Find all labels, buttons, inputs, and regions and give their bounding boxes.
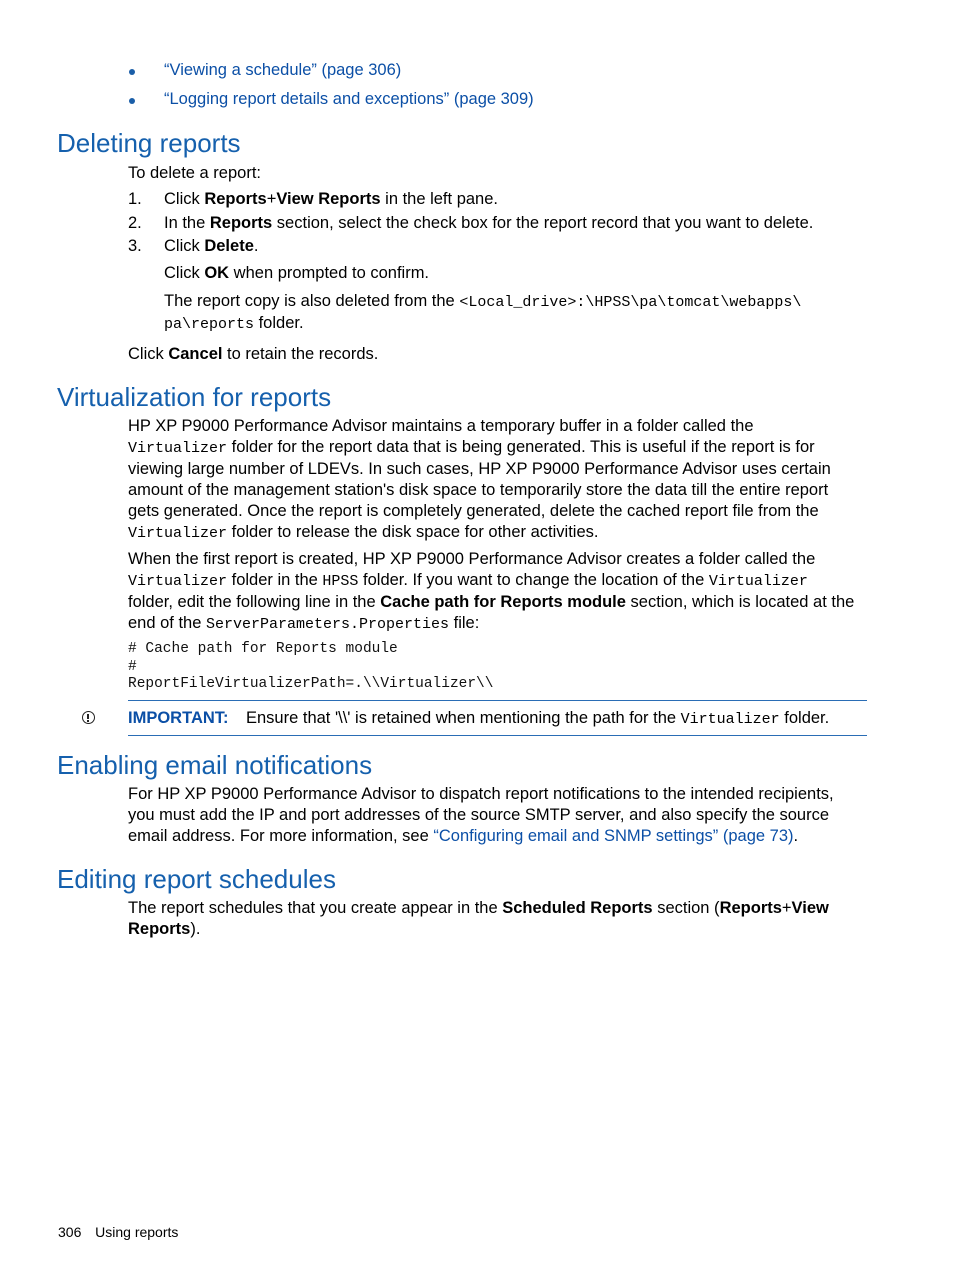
step-3-copy-note-cont: pa\reports folder.: [164, 314, 304, 333]
footer-chapter: Using reports: [95, 1224, 179, 1240]
step-3: Click Delete.: [164, 237, 259, 255]
step-number: 1.: [128, 190, 142, 208]
bullet-dot: [129, 98, 135, 104]
bullet-dot: [129, 69, 135, 75]
deleting-intro: To delete a report:: [128, 164, 261, 182]
heading-deleting-reports: Deleting reports: [57, 128, 241, 158]
code-block: # Cache path for Reports module # ReportFileVirtualizerPath=.\\Virtualizer\\: [128, 641, 494, 692]
step-number: 2.: [128, 214, 142, 232]
important-label: IMPORTANT:: [128, 709, 229, 727]
cancel-note: Click Cancel to retain the records.: [128, 345, 379, 363]
page-number: 306: [58, 1224, 82, 1240]
heading-virtualization: Virtualization for reports: [57, 382, 332, 412]
important-text: Ensure that '\\' is retained when mentioning the path for the Virtualizer folder.: [246, 709, 830, 728]
page-footer: [58, 1224, 178, 1240]
important-top-rule: [128, 700, 867, 701]
important-bottom-rule: [128, 735, 867, 736]
virtualization-paragraph-1: HP XP P9000 Performance Advisor maintains a temporary buffer in a folder called the Virtualizer folder for the report data that is being generated. This is useful if the report is for viewing large number of LDEVs. In such cases, HP XP P9000 Performance Advisor uses certain amount of the management station's disk space to temporarily store the data till the entire report gets generated. Once the report is completely generated, delete the cached report file from the Virtualizer folder to release the disk space for other activities.: [128, 417, 831, 542]
email-paragraph: For HP XP P9000 Performance Advisor to dispatch report notifications to the intended recipients, you must add the IP and port addresses of the source SMTP server, and also specify the source email address. For more information, see “Configuring email and SNMP settings” (page 73).: [128, 785, 834, 845]
link-email-snmp-settings[interactable]: “Configuring email and SNMP settings” (page 73): [433, 827, 794, 845]
step-3-confirm: Click OK when prompted to confirm.: [164, 264, 430, 282]
link-viewing-schedule[interactable]: “Viewing a schedule” (page 306): [164, 61, 402, 79]
step-number: 3.: [128, 237, 142, 255]
step-3-copy-note: The report copy is also deleted from the <Local_drive>:\HPSS\pa\tomcat\webapps\: [164, 292, 802, 311]
link-logging-report[interactable]: “Logging report details and exceptions” (page 309): [164, 90, 534, 108]
virtualization-paragraph-2: When the first report is created, HP XP P9000 Performance Advisor creates a folder called the Virtualizer folder in the HPSS folder. If you want to change the location of the Virtualizer folder, edit the following line in the Cache path for Reports module section, which is located at the end of the ServerParameters.Properties file:: [128, 550, 855, 633]
editing-paragraph: The report schedules that you create appear in the Scheduled Reports section (Reports+View Reports).: [128, 899, 829, 938]
step-2: In the Reports section, select the check box for the report record that you want to delete.: [164, 214, 814, 232]
heading-email-notifications: Enabling email notifications: [57, 750, 373, 780]
heading-editing-schedules: Editing report schedules: [57, 864, 336, 894]
alert-icon: [82, 711, 95, 724]
step-1: Click Reports+View Reports in the left pane.: [164, 190, 498, 208]
